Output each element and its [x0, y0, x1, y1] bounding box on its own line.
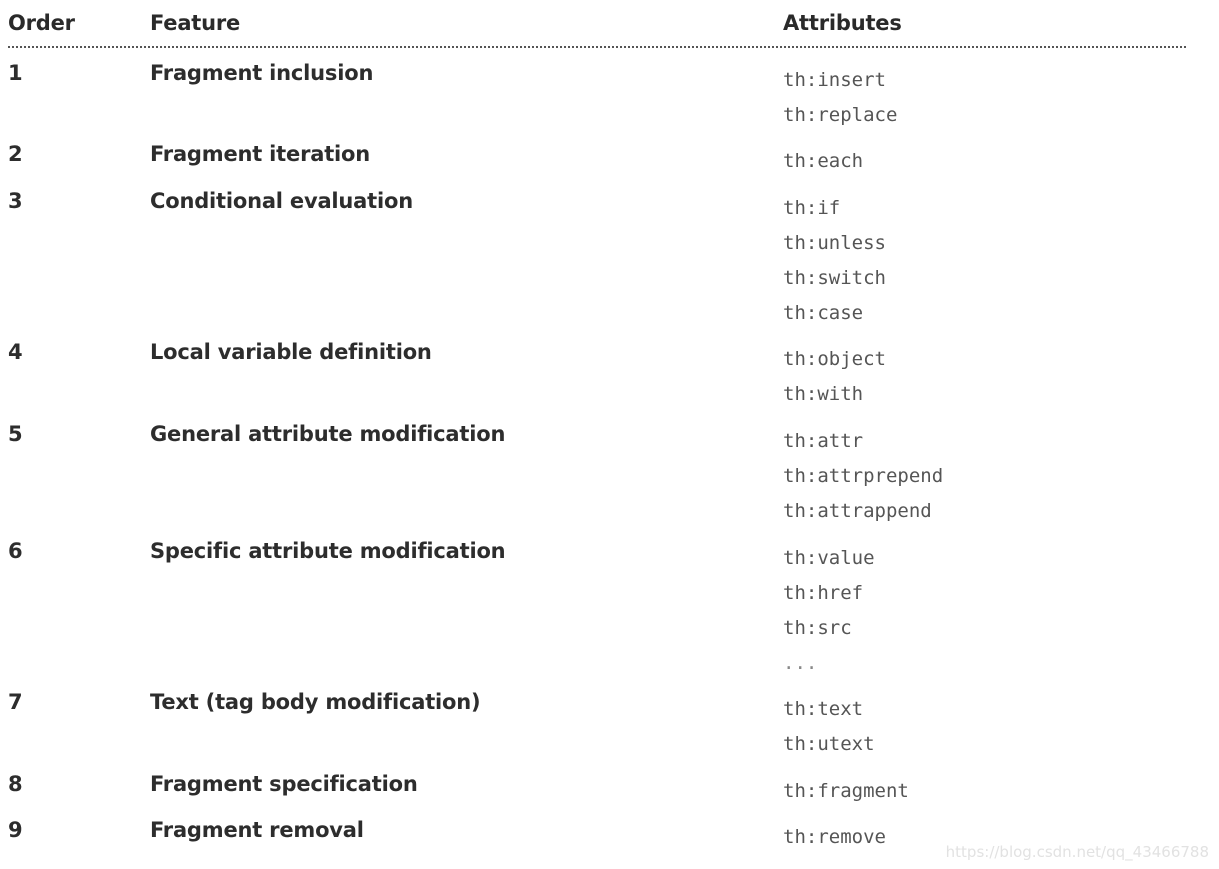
- attribute-name: th:utext: [783, 733, 875, 755]
- attribute-name: th:object: [783, 348, 886, 370]
- attribute-name: th:remove: [783, 826, 886, 848]
- watermark: https://blog.csdn.net/qq_43466788: [945, 843, 1209, 861]
- row-feature: Fragment removal: [150, 818, 364, 842]
- attribute-name: th:href: [783, 582, 864, 604]
- row-order: 2: [8, 142, 23, 166]
- row-attributes: [783, 541, 875, 681]
- row-feature: Text (tag body modification): [150, 690, 481, 714]
- attribute-name: th:attrappend: [783, 500, 932, 522]
- row-attributes: [783, 144, 863, 179]
- row-order: 6: [8, 539, 23, 563]
- header-feature: Feature: [150, 11, 241, 35]
- attribute-name: th:case: [783, 302, 864, 324]
- row-attributes: [783, 191, 886, 331]
- attribute-name: th:src: [783, 617, 852, 639]
- row-feature: Specific attribute modification: [150, 539, 506, 563]
- attribute-name: th:attr: [783, 430, 864, 452]
- row-feature: Fragment inclusion: [150, 61, 374, 85]
- attribute-name: th:replace: [783, 104, 898, 126]
- attribute-name: th:with: [783, 383, 864, 405]
- row-attributes: [783, 424, 943, 529]
- attribute-name: th:insert: [783, 69, 886, 91]
- attribute-name: th:switch: [783, 267, 886, 289]
- row-attributes: [783, 692, 875, 762]
- row-attributes: [783, 820, 886, 855]
- header-order: Order: [8, 11, 75, 35]
- attribute-name: th:attrprepend: [783, 465, 944, 487]
- row-attributes: [783, 63, 897, 133]
- row-attributes: [783, 774, 909, 809]
- row-order: 1: [8, 61, 23, 85]
- attribute-name: th:fragment: [783, 780, 909, 802]
- row-order: 4: [8, 340, 23, 364]
- row-feature: Fragment iteration: [150, 142, 371, 166]
- row-feature: General attribute modification: [150, 422, 506, 446]
- header-attributes: Attributes: [783, 11, 902, 35]
- attribute-name: th:unless: [783, 232, 886, 254]
- attribute-name: th:each: [783, 150, 864, 172]
- row-order: 9: [8, 818, 23, 842]
- row-feature: Local variable definition: [150, 340, 432, 364]
- row-order: 5: [8, 422, 23, 446]
- attribute-name: th:value: [783, 547, 875, 569]
- row-feature: Conditional evaluation: [150, 189, 413, 213]
- row-attributes: [783, 342, 886, 412]
- feature-precedence-table: [8, 0, 1186, 848]
- row-feature: Fragment specification: [150, 772, 418, 796]
- attribute-name: th:if: [783, 197, 841, 219]
- attribute-name: ...: [783, 652, 818, 674]
- row-order: 7: [8, 690, 23, 714]
- attribute-name: th:text: [783, 698, 864, 720]
- table-header: [8, 0, 1186, 48]
- row-order: 8: [8, 772, 23, 796]
- row-order: 3: [8, 189, 23, 213]
